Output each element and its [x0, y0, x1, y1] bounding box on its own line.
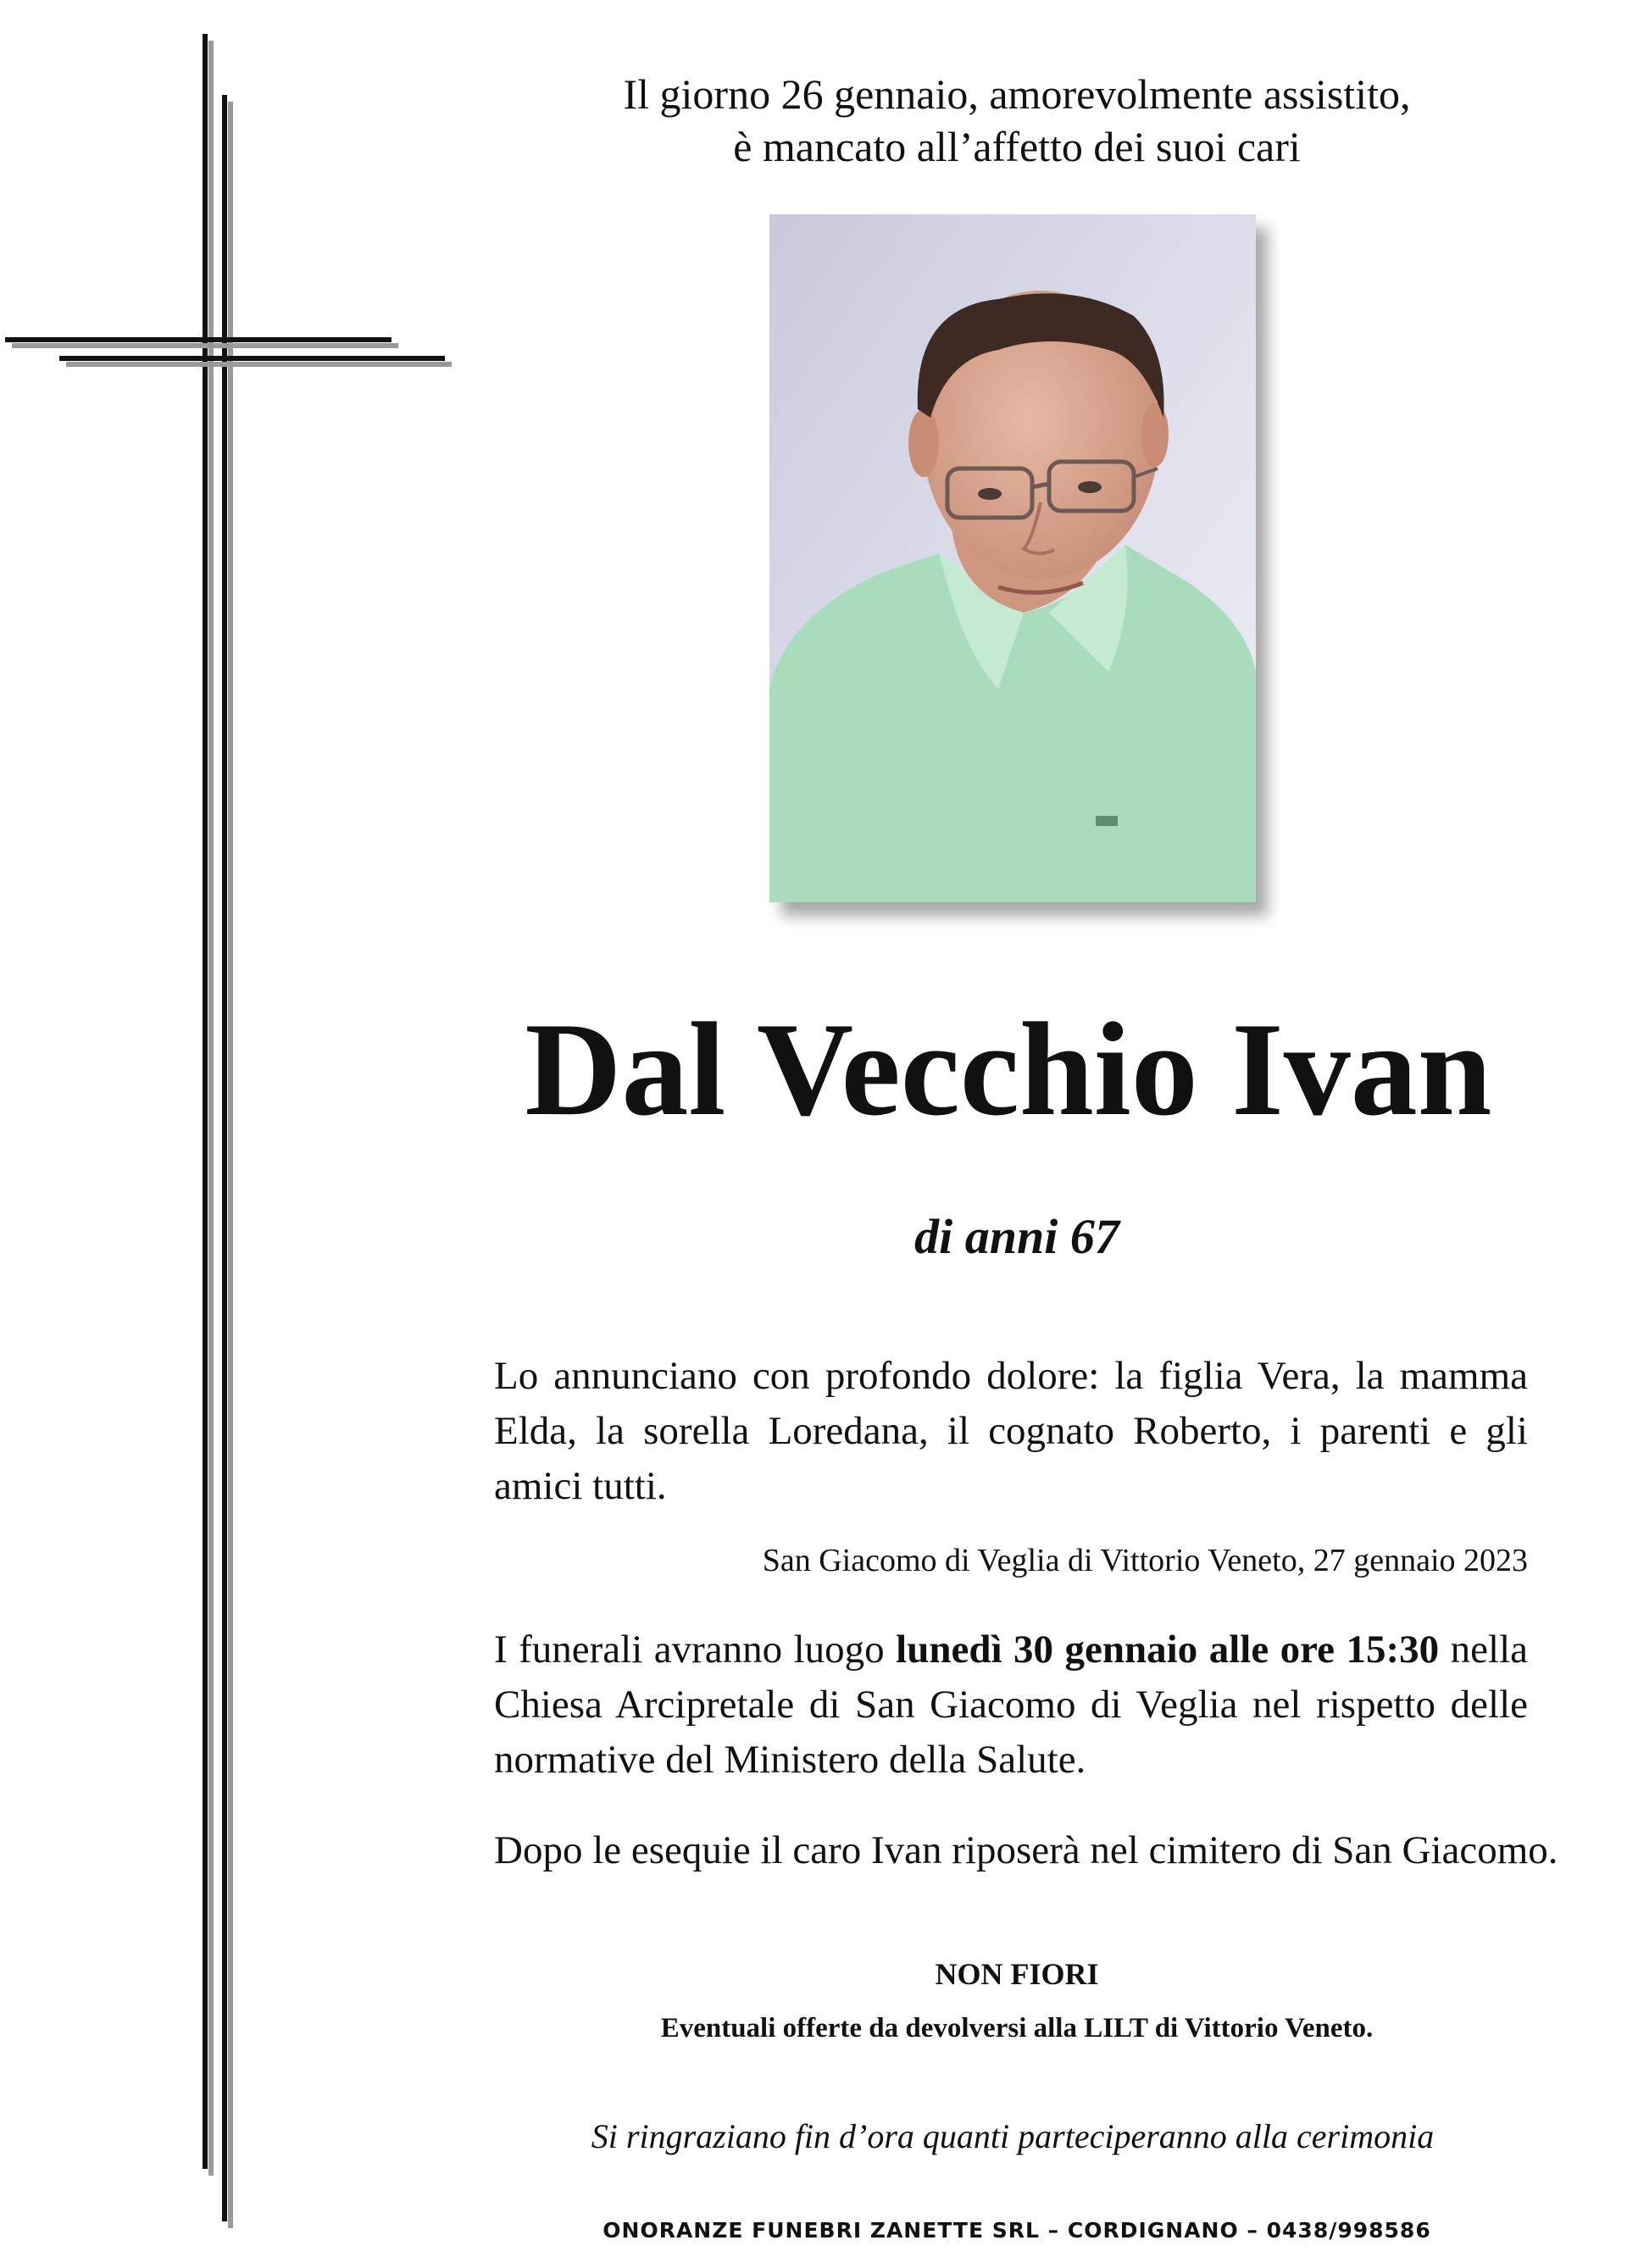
deceased-name: Dal Vecchio Ivan — [525, 995, 1492, 1144]
funeral-text-after: nella Chiesa Arcipretale di San Giacomo di Veglia nel rispetto delle normative del Ministero della Salute. — [494, 1628, 1528, 1782]
portrait-photo — [769, 214, 1256, 902]
funeral-text-before: I funerali avranno luogo — [494, 1628, 897, 1672]
thanks-text: Si ringraziano fin d’ora quanti parteciperanno alla cerimonia — [591, 2117, 1435, 2155]
funeral-date-time: lunedì 30 gennaio alle ore 15:30 — [896, 1628, 1440, 1672]
intro-text — [542, 68, 1491, 173]
burial-text: Dopo le esequie il caro Ivan riposerà nel cimitero di San Giacomo. — [494, 1828, 1558, 1872]
announcement-text: Lo annunciano con profondo dolore: la figlia Vera, la mamma Elda, la sorella Loredana, il cognato Roberto, i parenti e gli amici tutti. — [494, 1354, 1528, 1508]
place-date: San Giacomo di Veglia di Vittorio Veneto, 27 gennaio 2023 — [762, 1543, 1528, 1578]
non-fiori-heading: NON FIORI — [935, 1957, 1099, 1991]
offerte-text: Eventuali offerte da devolversi alla LILT di Vittorio Veneto. — [660, 2013, 1374, 2043]
deceased-age: di anni 67 — [914, 1209, 1119, 1264]
intro-line-1: Il giorno 26 gennaio, amorevolmente assistito, — [623, 70, 1411, 118]
footer-funeral-home: ONORANZE FUNEBRI ZANETTE SRL – CORDIGNANO – 0438/998586 — [602, 2218, 1431, 2243]
cross-icon — [0, 0, 475, 2268]
funeral-details — [494, 1622, 1528, 1788]
intro-line-2: è mancato all’affetto dei suoi cari — [733, 123, 1301, 170]
